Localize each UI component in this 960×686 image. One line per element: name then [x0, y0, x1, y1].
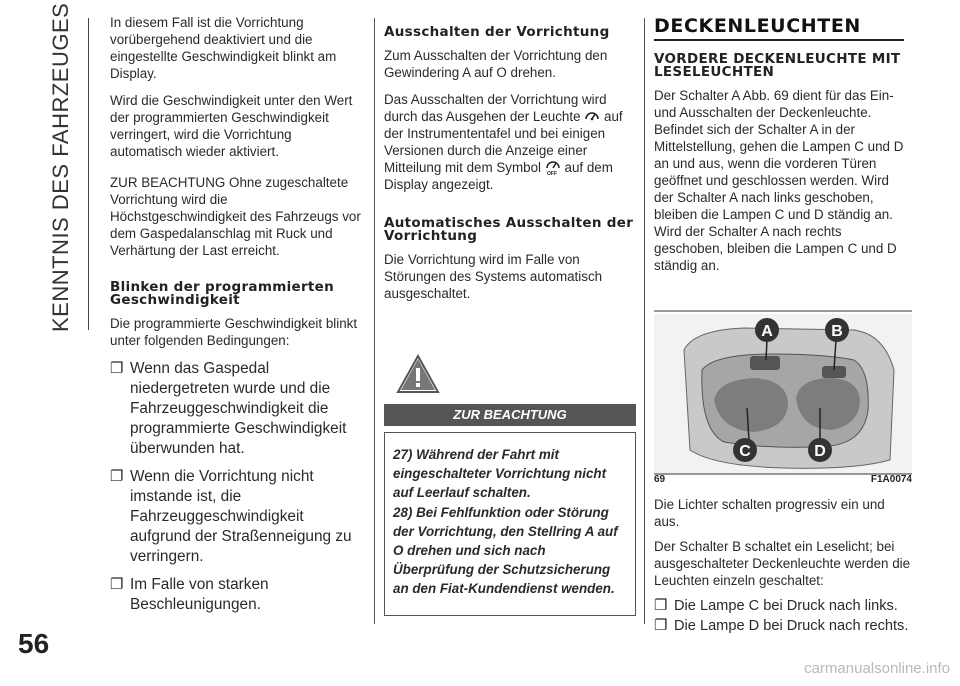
- svg-text:C: C: [739, 443, 751, 460]
- column-divider: [374, 18, 375, 624]
- warning-box: [384, 432, 636, 616]
- paragraph: In diesem Fall ist die Vorrichtung vorübergehend deaktiviert und die eingestellte Geschwindigkeit blinkt am Display.: [110, 15, 337, 81]
- label-a-marker: [755, 318, 779, 342]
- list-item: ❐ Die Lampe C bei Druck nach links.: [654, 597, 898, 614]
- figure-caption: [654, 474, 912, 485]
- svg-text:OFF: OFF: [546, 171, 557, 175]
- section-heading: Automatisches Ausschalten der Vorrichtung: [384, 215, 634, 244]
- svg-text:B: B: [831, 323, 843, 340]
- column-1: [110, 14, 365, 623]
- checkbox-bullet-icon: ❐: [110, 468, 124, 485]
- section-heading: Blinken der programmierten Geschwindigkeit: [110, 279, 335, 308]
- side-divider: [88, 18, 89, 330]
- paragraph: Wird die Geschwindigkeit unter den Wert der programmierten Geschwindigkeit verringert, wird die Vorrichtung automatisch wieder aktiviert.: [110, 93, 353, 159]
- list-item: ❐ Wenn das Gaspedal niedergetreten wurde und die Fahrzeuggeschwindigkeit die programmierte Geschwindigkeit überwunden hat.: [110, 360, 347, 457]
- column-3-lower: [654, 496, 912, 637]
- figure-number: 69: [654, 474, 666, 485]
- paragraph: Die Lichter schalten progressiv ein und aus.: [654, 497, 885, 529]
- cruise-control-icon: [584, 108, 600, 124]
- column-2: [384, 14, 636, 312]
- list-item: ❐ Die Lampe D bei Druck nach rechts.: [654, 617, 909, 634]
- chapter-heading: DECKENLEUCHTEN: [654, 18, 904, 41]
- column-divider: [644, 18, 645, 624]
- paragraph: Die Vorrichtung wird im Falle von Störungen des Systems automatisch ausgeschaltet.: [384, 252, 603, 301]
- warning-item: 27) Während der Fahrt mit eingeschalteter Vorrichtung nicht auf Leerlauf schalten.: [393, 447, 607, 500]
- condition-list: [110, 359, 365, 615]
- watermark: carmanualsonline.info: [804, 660, 950, 677]
- section-heading: Ausschalten der Vorrichtung: [384, 24, 610, 40]
- warning-title-bar: ZUR BEACHTUNG: [384, 404, 636, 426]
- side-chapter-title: KENNTNIS DES FAHRZEUGES: [48, 2, 73, 332]
- note-paragraph: ZUR BEACHTUNG Ohne zugeschaltete Vorrichtung wird die Höchstgeschwindigkeit des Fahrzeugs vor dem Gaspedalanschlag mit Ruck und Verhärtung der Last erreicht.: [110, 175, 361, 258]
- column-3: [654, 14, 912, 284]
- label-d-marker: [808, 438, 832, 462]
- section-heading: VORDERE DECKENLEUCHTE MIT LESELEUCHTEN: [654, 51, 901, 80]
- paragraph: Zum Ausschalten der Vorrichtung den Gewindering A auf O drehen.: [384, 48, 608, 80]
- lamp-list: [654, 597, 912, 635]
- checkbox-bullet-icon: ❐: [654, 597, 668, 614]
- warning-triangle-icon: [396, 354, 440, 394]
- label-c-marker: [733, 438, 757, 462]
- page-number: 56: [18, 628, 50, 659]
- ceiling-light-figure: [654, 310, 912, 486]
- label-b-marker: [825, 318, 849, 342]
- list-item: ❐ Im Falle von starken Beschleunigungen.: [110, 576, 269, 613]
- cruise-control-off-icon: [545, 159, 561, 175]
- svg-text:A: A: [761, 323, 773, 340]
- svg-text:D: D: [814, 443, 826, 460]
- paragraph: Das Ausschalten der Vorrichtung wird durch das Ausgehen der Leuchte auf der Instrumententafel und bei einigen Versionen durch die Anzeige einer Mitteilung mit dem Symbol OFF auf dem Display angezeigt.: [384, 92, 623, 192]
- paragraph: Der Schalter B schaltet ein Leselicht; bei ausgeschalteter Deckenleuchte werden die Leuchten einzeln geschaltet:: [654, 539, 911, 588]
- paragraph: Die programmierte Geschwindigkeit blinkt unter folgenden Bedingungen:: [110, 316, 358, 348]
- list-item: ❐ Wenn die Vorrichtung nicht imstande ist, die Fahrzeuggeschwindigkeit aufgrund der Straßenneigung zu verringern.: [110, 468, 352, 565]
- paragraph: Der Schalter A Abb. 69 dient für das Ein- und Ausschalten der Deckenleuchte. Befindet sich der Schalter A in der Mittelstellung, gehen die Lampen C und D an und aus, wenn die vorderen Türen geöffnet und geschlossen werden. Wird der Schalter A nach links geschoben, bleiben die Lampen C und D ständig an. Wird der Schalter A nach rechts geschoben, bleiben die Lampen C und D ständig an.: [654, 88, 904, 273]
- figure-code: F1A0074: [870, 474, 912, 485]
- warning-item: 28) Bei Fehlfunktion oder Störung der Vorrichtung, den Stellring A auf O drehen und sich nach Überprüfung der Schutzsicherung an den Fiat-Kundendienst wenden.: [393, 505, 618, 596]
- checkbox-bullet-icon: ❐: [654, 617, 668, 634]
- checkbox-bullet-icon: ❐: [110, 576, 124, 593]
- checkbox-bullet-icon: ❐: [110, 360, 124, 377]
